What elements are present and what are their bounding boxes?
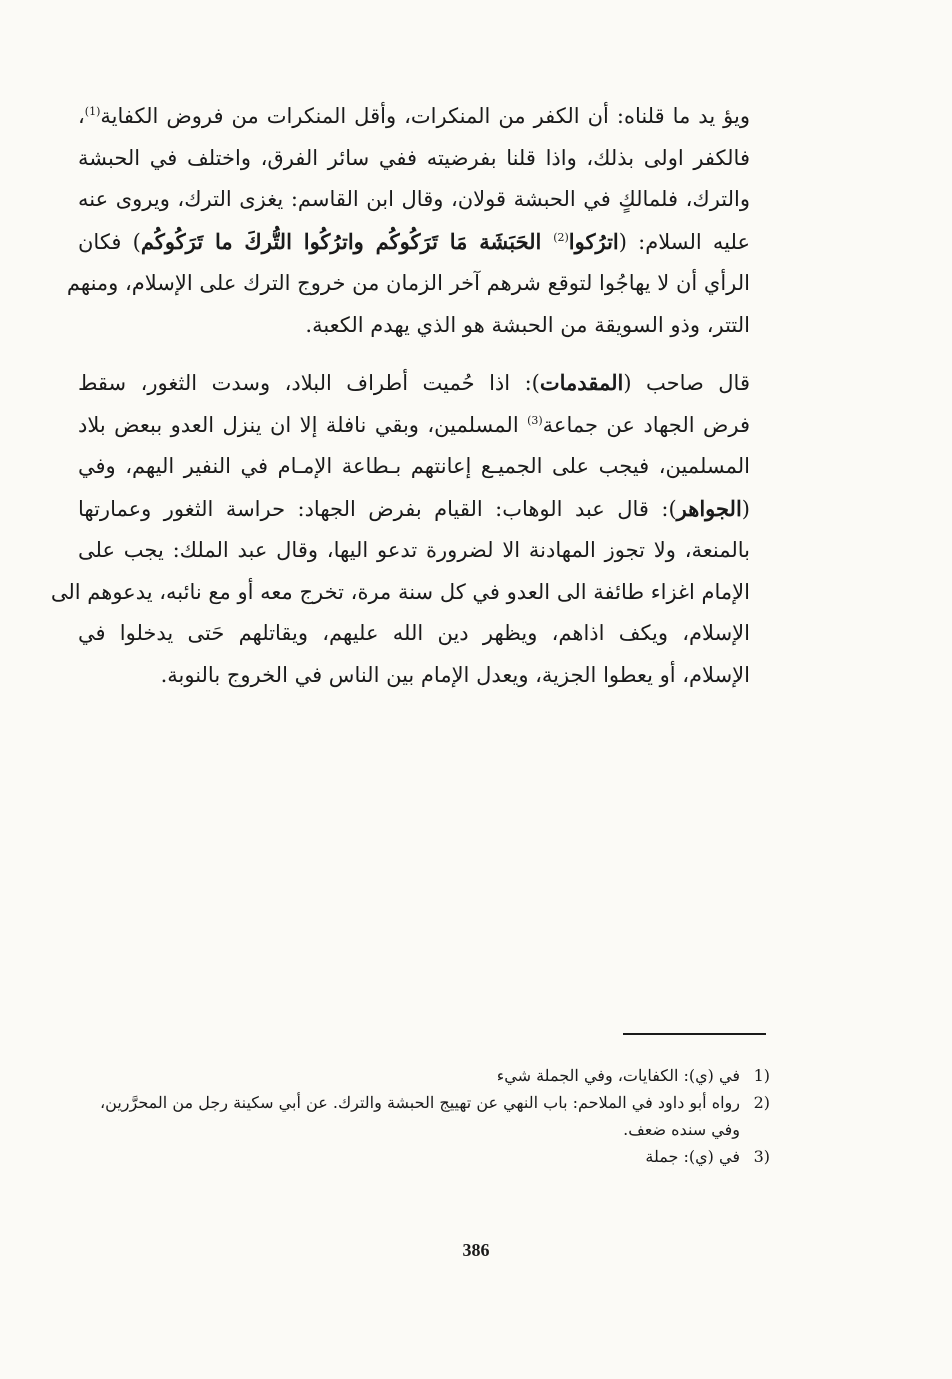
text-line bbox=[78, 488, 750, 531]
text-line: التتر، وذو السويقة من الحبشة هو الذي يهدم الكعبة. bbox=[305, 312, 750, 337]
book-title: الجواهر bbox=[676, 495, 742, 521]
book-title: المقدمات bbox=[539, 370, 624, 395]
text-run: ) فكان bbox=[78, 229, 141, 254]
text-line: فالكفر اولى بذلك، واذا قلنا بفرضيته ففي سائر الفرق، واختلف في الحبشة bbox=[78, 145, 750, 170]
hadith-text: الحَبَشَة مَا تَرَكُوكُم واترُكُوا التُّركَ ما تَرَكُوكُم bbox=[140, 228, 554, 254]
text-line bbox=[78, 96, 750, 138]
text-run: المسلمين، وبقي نافلة إلا ان ينزل العدو ببعض بلاد bbox=[78, 412, 528, 437]
footnotes bbox=[100, 1062, 770, 1170]
text-line: والترك، فلمالكٍ في الحبشة قولان، وقال ابن القاسم: يغزى الترك، ويروى عنه bbox=[78, 187, 750, 211]
text-line: الإمام اغزاء طائفة الى العدو في كل سنة مرة، تخرج معه أو مع نائبه، يدعوهم الى bbox=[50, 579, 750, 604]
text-line: الإسلام، ويكف اذاهم، ويظهر دين الله عليهم، ويقاتلهم حَتى يدخلوا في bbox=[78, 621, 750, 645]
footnote-text: في (ي): الكفايات، وفي الجملة شيء bbox=[496, 1066, 740, 1085]
text-line: المسلمين، فيجب على الجميـع إعانتهم بـطاعة الإمـام في النفير اليهم، وفي bbox=[78, 454, 750, 478]
main-text bbox=[50, 96, 750, 696]
footnote-text: في (ي): جملة bbox=[645, 1147, 740, 1166]
hadith-text: اترُكوا bbox=[568, 228, 619, 254]
text-run: ): قال عبد الوهاب: القيام بفرض الجهاد: حراسة الثغور وعمارتها bbox=[78, 496, 677, 521]
paragraph-2 bbox=[50, 362, 750, 696]
text-line bbox=[78, 405, 750, 447]
footnote-number: 3) bbox=[753, 1147, 770, 1166]
footnote-number: 1) bbox=[753, 1066, 770, 1085]
text-run: فرض الجهاد عن جماعة bbox=[542, 412, 750, 437]
text-run: ويؤ يد ما قلناه: أن الكفر من المنكرات، وأقل المنكرات من فروض الكفاية bbox=[100, 104, 750, 128]
footnote-text: رواه أبو داود في الملاحم: باب النهي عن تهييج الحبشة والترك. عن أبي سكينة رجل من المحرَّرين، وفي سنده ضعف. bbox=[100, 1093, 740, 1139]
text-line: الإسلام، أو يعطوا الجزية، ويعدل الإمام بين الناس في الخروج بالنوبة. bbox=[160, 662, 750, 687]
footnote-number: 2) bbox=[753, 1093, 770, 1112]
page-number: 386 bbox=[462, 1240, 490, 1260]
text-line bbox=[78, 362, 750, 405]
footnote-1 bbox=[100, 1062, 770, 1089]
text-line bbox=[78, 221, 750, 264]
text-run: عليه السلام: ( bbox=[618, 229, 750, 254]
footnote-ref-2[interactable]: (2) bbox=[553, 230, 569, 244]
text-run: ): اذا حُميت أطراف البلاد، وسدت الثغور، سقط bbox=[78, 371, 540, 395]
footnote-ref-1[interactable]: (1) bbox=[84, 105, 101, 118]
footnote-ref-3[interactable]: (3) bbox=[527, 413, 543, 427]
paragraph-1 bbox=[66, 96, 750, 346]
text-run: ، bbox=[78, 104, 85, 128]
text-line: بالمنعة، ولا تجوز المهادنة الا لضرورة تدعو اليها، وقال عبد الملك: يجب على bbox=[78, 538, 750, 562]
footnote-2 bbox=[100, 1089, 770, 1143]
text-run: ( bbox=[741, 496, 750, 521]
footnote-divider bbox=[623, 1033, 766, 1035]
footnote-3 bbox=[100, 1143, 770, 1170]
text-line: الرأي أن لا يهاجُوا لتوقع شرهم آخر الزمان من خروج الترك على الإسلام، ومنهم bbox=[66, 271, 750, 295]
text-run: قال صاحب ( bbox=[623, 371, 750, 395]
